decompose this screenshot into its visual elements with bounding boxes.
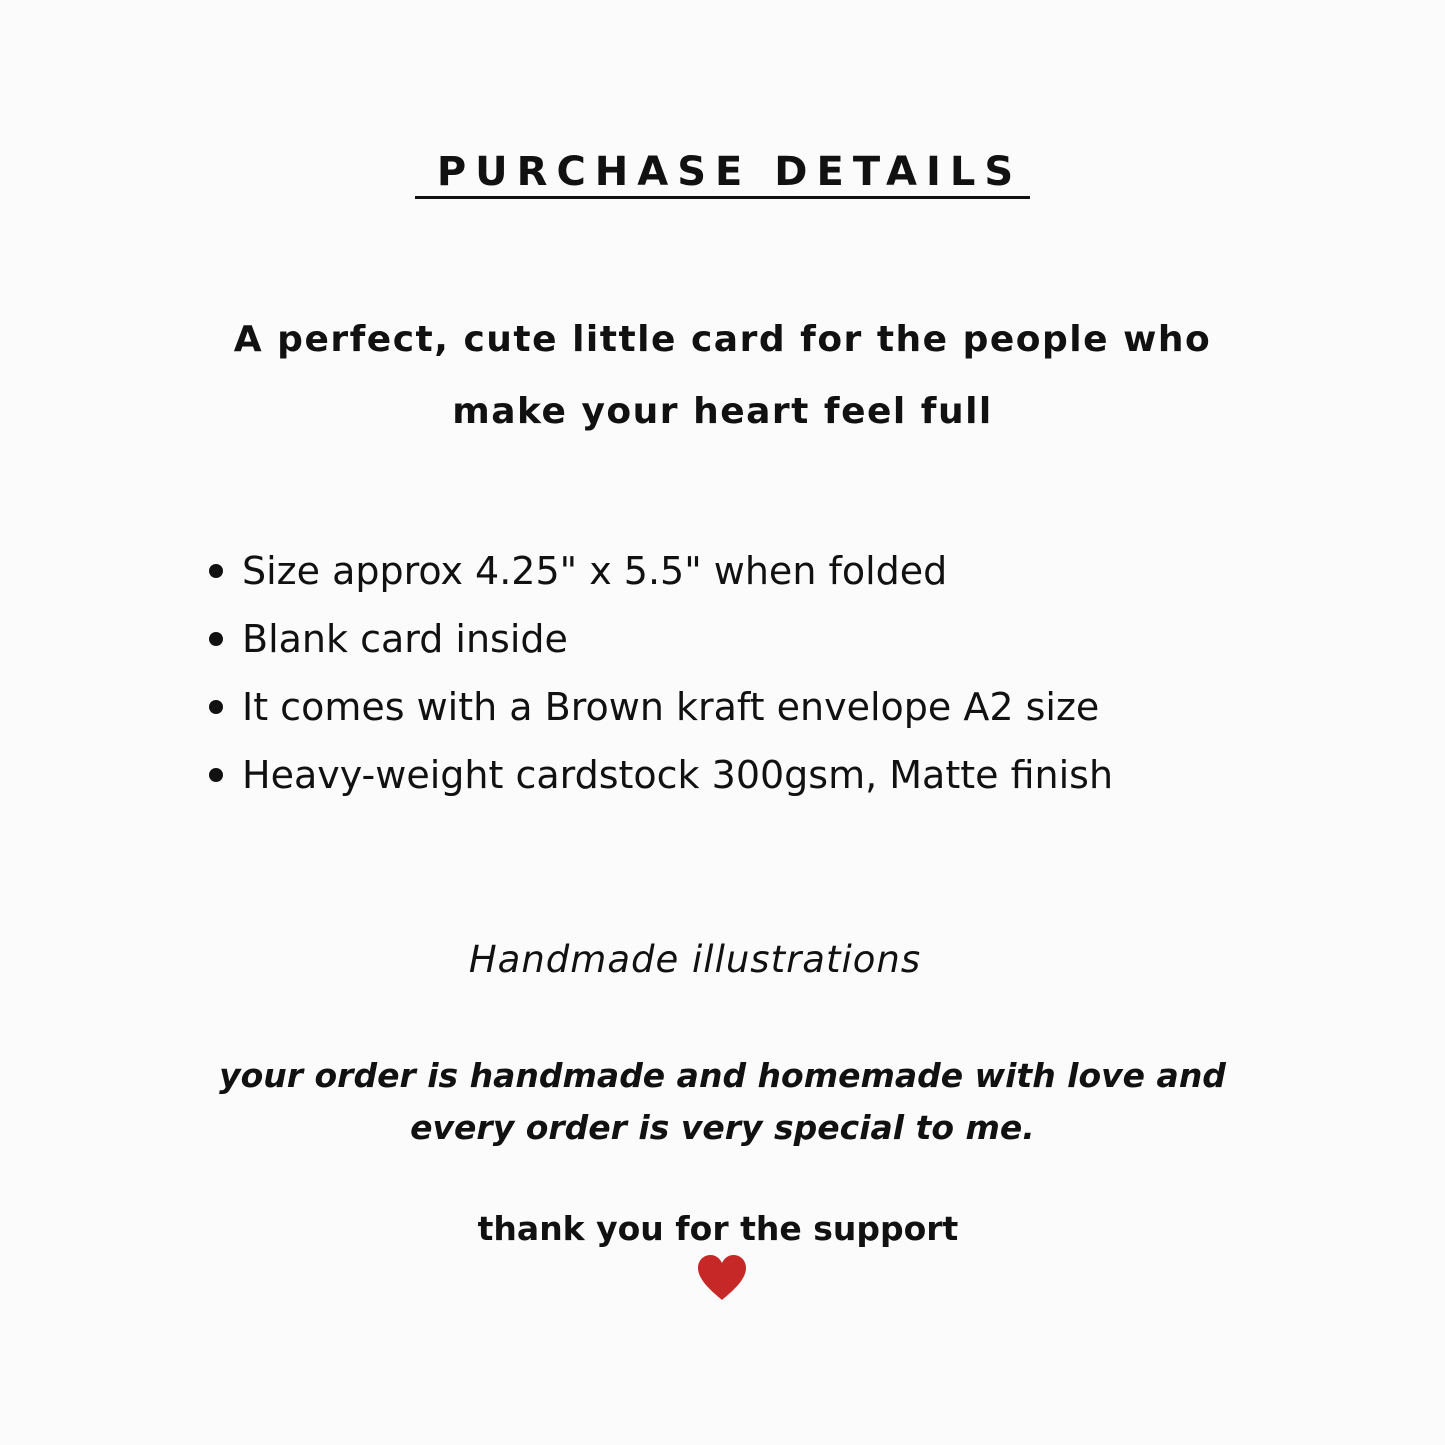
list-item [242, 741, 1113, 809]
thank-you-text: thank you for the support [477, 1209, 959, 1248]
bullet-icon [209, 564, 223, 578]
order-note-line-2: every order is very special to me. [410, 1108, 1035, 1147]
bullet-icon [209, 700, 223, 714]
bullet-icon [209, 632, 223, 646]
tagline-line-1: A perfect, cute little card for the people who [233, 319, 1212, 360]
tagline-line-2: make your heart feel full [452, 391, 993, 432]
order-note [150, 1050, 1295, 1154]
bullet-icon [209, 768, 223, 782]
list-item [242, 673, 1113, 741]
tagline [150, 304, 1295, 448]
list-item [242, 605, 1113, 673]
heart-icon [696, 1254, 748, 1302]
spec-cardstock: Heavy-weight cardstock 300gsm, Matte finish [242, 753, 1114, 797]
page-title [0, 146, 1445, 199]
list-item [242, 537, 1113, 605]
handmade-note: Handmade illustrations [468, 938, 922, 981]
order-note-line-1: your order is handmade and homemade with love and [219, 1056, 1226, 1095]
spec-list [242, 537, 1113, 809]
spec-size: Size approx 4.25" x 5.5" when folded [242, 549, 948, 593]
spec-blank: Blank card inside [242, 617, 568, 661]
spec-envelope: It comes with a Brown kraft envelope A2 size [242, 685, 1100, 729]
page-title-text: PURCHASE DETAILS [415, 148, 1030, 199]
heart-shape [698, 1255, 746, 1300]
